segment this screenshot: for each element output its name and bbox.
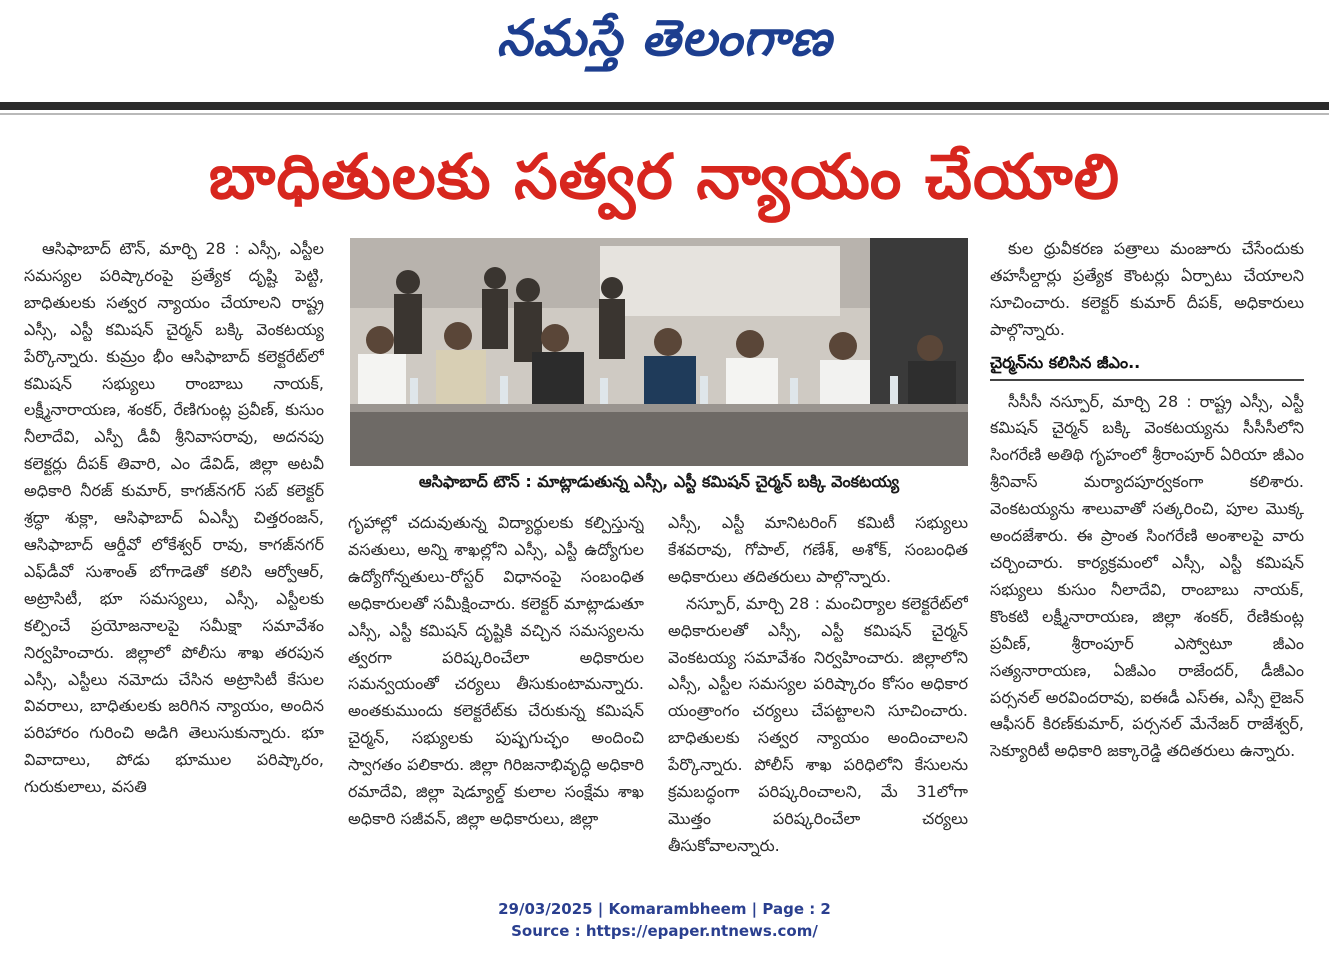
article-column-1 bbox=[24, 236, 324, 886]
newspaper-logo: నమస్తే తెలంగాణ bbox=[496, 8, 833, 67]
article-paragraph: సీసీసీ నస్పూర్, మార్చి 28 : రాష్ట్ర ఎస్సీ, ఎస్టీ కమిషన్ చైర్మన్ బక్కి వెంకటయ్యను సీసీసీలోని సింగరేణి అతిథి గృహంలో శ్రీరాంపూర్ ఏరియా జీఎం శ్రీనివాస్ మర్యాదపూర్వకంగా కలిశారు. వెంకటయ్యను శాలువాతో సత్కరించి, పూల మొక్క అందజేశారు. ఈ ప్రాంత సింగరేణి అంశాలపై వారు చర్చించారు. కార్యక్రమంలో ఎస్సీ, ఎస్టీ కమిషన్ సభ్యులు కుసుం నీలాదేవి, రాంబాబు నాయక్, కొంకటి లక్ష్మీనారాయణ, జిల్లా శంకర్, రేణికుంట్ల ప్రవీణ్, శ్రీరాంపూర్ ఎస్వోటూ జీఎం సత్యనారాయణ, ఏజీఎం రాజేందర్, డీజీఎం పర్సనల్ అరవిందరావు, ఐఈడీ ఎస్ఈ, ఎస్సీ లైజన్ ఆఫీసర్ కిరణ్‌కుమార్, పర్సనల్ మేనేజర్ రాజేశ్వర్, సెక్యూరిటీ అధికారి జక్కారెడ్డి తదితరులు ఉన్నారు. bbox=[990, 391, 1304, 761]
article-column-4 bbox=[990, 236, 1304, 886]
masthead-divider bbox=[0, 102, 1329, 110]
sub-headline: చైర్మన్‌ను కలిసిన జీఎం.. bbox=[990, 350, 1304, 381]
article-column-3 bbox=[668, 510, 968, 886]
footer-source: Source : https://epaper.ntnews.com/ bbox=[511, 922, 818, 940]
article-paragraph: కుల ధ్రువీకరణ పత్రాలు మంజూరు చేసేందుకు తహసీల్దార్లు ప్రత్యేక కౌంటర్లు ఏర్పాటు చేయాలని సూచించారు. కలెక్టర్ కుమార్ దీపక్, అధికారులు పాల్గొన్నారు. bbox=[990, 239, 1304, 339]
meeting-photo-illustration bbox=[350, 238, 968, 466]
footer-dateline: 29/03/2025 | Komarambheem | Page : 2 bbox=[498, 900, 831, 918]
article-paragraph: నస్పూర్, మార్చి 28 : మంచిర్యాల కలెక్టరేట్‌లో అధికారులతో ఎస్సీ, ఎస్టీ కమిషన్ చైర్మన్ వెంకటయ్య సమావేశం నిర్వహించారు. జిల్లాలోని ఎస్సీ, ఎస్టీల సమస్యల పరిష్కారం కోసం అధికార యంత్రాంగం చర్యలు చేపట్టాలని సూచించారు. బాధితులకు సత్వర న్యాయం అందించాలని పేర్కొన్నారు. పోలీస్ శాఖ పరిధిలోని కేసులను క్రమబద్ధంగా పరిష్కరించాలని, మే 31లోగా మొత్తం పరిష్కరించేలా చర్యలు తీసుకోవాలన్నారు. bbox=[668, 593, 968, 855]
article-paragraph: ఆసిఫాబాద్ టౌన్, మార్చి 28 : ఎస్సీ, ఎస్టీల సమస్యల పరిష్కారంపై ప్రత్యేక దృష్టి పెట్టి, బాధితులకు సత్వర న్యాయం చేయాలని రాష్ట్ర ఎస్సీ, ఎస్టీ కమిషన్ చైర్మన్ బక్కి వెంకటయ్య పేర్కొన్నారు. కుమ్రం భీం ఆసిఫాబాద్ కలెక్టరేట్‌లో కమిషన్ సభ్యులు రాంబాబు నాయక్, లక్ష్మీనారాయణ, శంకర్, రేణిగుంట్ల ప్రవీణ్, కుసుం నీలాదేవి, ఎస్పీ డీవీ శ్రీనివాసరావు, అదనపు కలెక్టర్లు దీపక్ తివారి, ఎం డేవిడ్, జిల్లా అటవీ అధికారి నీరజ్ కుమార్, కాగజ్‌నగర్ సబ్ కలెక్టర్ శ్రద్ధా శుక్లా, ఆసిఫాబాద్ ఏఎస్పీ చిత్తరంజన్, ఆసిఫాబాద్ ఆర్డీవో లోకేశ్వర్ రావు, కాగజ్‌నగర్ ఎఫ్‌డీవో సుశాంత్ బోగాడెతో కలిసి ఆర్వోఆర్, అట్రాసిటీ, భూ సమస్యలు, ఎస్సీ, ఎస్టీలకు కల్పించే ప్రయోజనాలపై సమీక్షా సమావేశం నిర్వహించారు. జిల్లాలో పోలీసు శాఖ తరపున ఎస్సీ, ఎస్టీలు నమోదు చేసిన అట్రాసిటీ కేసుల వివరాలు, బాధితులకు జరిగిన న్యాయం, అందిన పరిహారం గురించి అడిగి తెలుసుకున్నారు. భూ వివాదాలు, పోడు భూముల పరిష్కారం, గురుకులాలు, వసతి bbox=[24, 239, 324, 797]
masthead bbox=[0, 0, 1329, 96]
article-paragraph: ఎస్సీ, ఎస్టీ మానిటరింగ్ కమిటీ సభ్యులు కేశవరావు, గోపాల్, గణేశ్, అశోక్, సంబంధిత అధికారులు తదితరులు పాల్గొన్నారు. bbox=[668, 513, 968, 586]
article-paragraph: గృహాల్లో చదువుతున్న విద్యార్థులకు కల్పిస్తున్న వసతులు, అన్ని శాఖల్లోని ఎస్సీ, ఎస్టీ ఉద్యోగుల ఉద్యోగోన్నతులు-రోస్టర్ విధానంపై సంబంధిత అధికారులతో సమీక్షించారు. కలెక్టర్ మాట్లాడుతూ ఎస్సీ, ఎస్టీ కమిషన్ దృష్టికి వచ్చిన సమస్యలను త్వరగా పరిష్కరించేలా అధికారుల సమన్వయంతో చర్యలు తీసుకుంటామన్నారు. అంతకుముందు కలెక్టరేట్‌కు చేరుకున్న కమిషన్ చైర్మన్, సభ్యులకు పుష్పగుచ్ఛం అందించి స్వాగతం పలికారు. జిల్లా గిరిజనాభివృద్ధి అధికారి రమాదేవి, జిల్లా షెడ్యూల్డ్ కులాల సంక్షేమ శాఖ అధికారి సజీవన్, జిల్లా అధికారులు, జిల్లా bbox=[348, 513, 644, 828]
masthead-divider-thin bbox=[0, 113, 1329, 115]
article-column-2 bbox=[348, 510, 644, 886]
article-headline: బాధితులకు సత్వర న్యాయం చేయాలి bbox=[208, 140, 1121, 213]
news-photo bbox=[350, 238, 968, 466]
photo-caption: ఆసిఫాబాద్ టౌన్ : మాట్లాడుతున్న ఎస్సీ, ఎస్టీ కమిషన్ చైర్మన్ బక్కి వెంకటయ్య bbox=[418, 472, 900, 491]
